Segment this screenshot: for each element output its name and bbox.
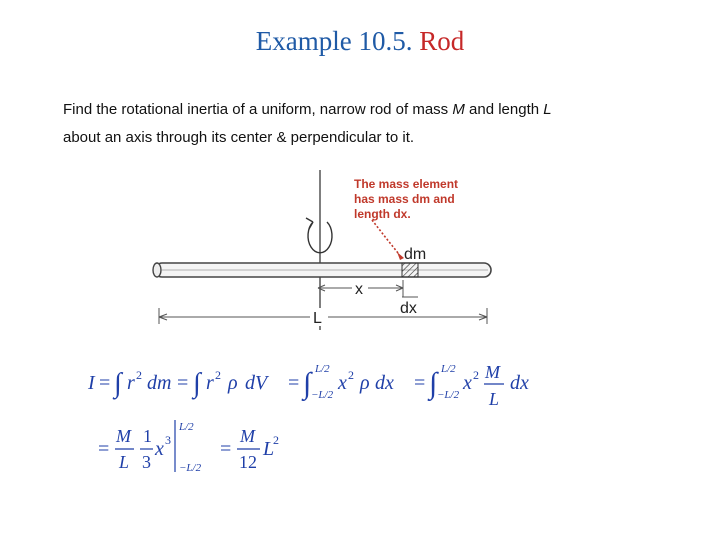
callout-line-3: length dx.: [354, 207, 411, 221]
eq-x-2-exp: 2: [473, 368, 479, 382]
eq-eval-upper: L/2: [179, 421, 194, 433]
eq-dV: dV: [245, 372, 268, 394]
eq-r-2-exp: 2: [215, 368, 221, 382]
eq-integral-2: ∫: [193, 368, 201, 399]
eq-frac-12: 12: [239, 452, 257, 472]
eq-frac-L-1: L: [489, 389, 500, 409]
eq-integral-4-lower: −L/2: [437, 389, 460, 401]
eq-rho-1: ρ: [228, 372, 238, 394]
equation-line-2: [98, 420, 279, 474]
problem-line-1-mid: and length: [464, 101, 544, 118]
problem-mass-symbol: M: [452, 101, 465, 118]
eq-equals-4: =: [414, 372, 426, 394]
eq-eval-lower: −L/2: [179, 462, 202, 474]
eq-equals-1: =: [99, 372, 111, 394]
eq-equals-3: =: [288, 372, 300, 394]
eq-integral-3: ∫: [303, 367, 312, 400]
eq-dx-2: dx: [510, 372, 529, 394]
eq-equals-6: =: [220, 438, 232, 460]
label-x: x: [355, 281, 363, 298]
eq-dx-1: dx: [375, 372, 394, 394]
eq-frac-L-2: L: [119, 452, 130, 472]
eq-frac-1: 1: [143, 426, 152, 446]
callout-line-2: has mass dm and: [354, 192, 455, 206]
label-dm: dm: [404, 246, 427, 263]
slide-title-main: Example 10.5.: [255, 26, 413, 56]
slide-title-accent: Rod: [419, 26, 465, 56]
label-L: L: [313, 310, 322, 327]
eq-frac-M-3: M: [240, 426, 255, 446]
eq-x-3-exp: 3: [165, 433, 171, 447]
label-dx: dx: [400, 300, 417, 317]
problem-line-2: about an axis through its center & perpendicular to it.: [63, 129, 415, 146]
eq-frac-M-1: M: [485, 362, 500, 382]
eq-x-3: x: [155, 438, 164, 460]
eq-integral-4-upper: L/2: [441, 363, 456, 375]
eq-integral-3-upper: L/2: [315, 363, 330, 375]
eq-integral-3-lower: −L/2: [311, 389, 334, 401]
eq-x-2: x: [463, 372, 472, 394]
callout-line-1: The mass element: [354, 177, 459, 191]
eq-I: I: [88, 372, 95, 394]
eq-equals-2: =: [177, 372, 189, 394]
eq-rho-2: ρ: [360, 372, 370, 394]
eq-integral-1: ∫: [114, 368, 122, 399]
eq-r-1-exp: 2: [136, 368, 142, 382]
eq-equals-5: =: [98, 438, 110, 460]
eq-L-final: L: [263, 438, 275, 460]
eq-frac-M-2: M: [116, 426, 131, 446]
eq-r-2: r: [206, 372, 214, 394]
eq-x-1-exp: 2: [348, 368, 354, 382]
problem-length-symbol: L: [543, 101, 552, 118]
eq-dm: dm: [147, 372, 172, 394]
problem-line-1-pre: Find the rotational inertia of a uniform, narrow rod of mass: [63, 101, 453, 118]
eq-integral-4: ∫: [429, 367, 438, 400]
eq-L-final-exp: 2: [273, 433, 279, 447]
eq-x-1: x: [338, 372, 347, 394]
eq-r-1: r: [127, 372, 135, 394]
equation-line-1: [87, 362, 529, 409]
eq-frac-3: 3: [142, 452, 151, 472]
